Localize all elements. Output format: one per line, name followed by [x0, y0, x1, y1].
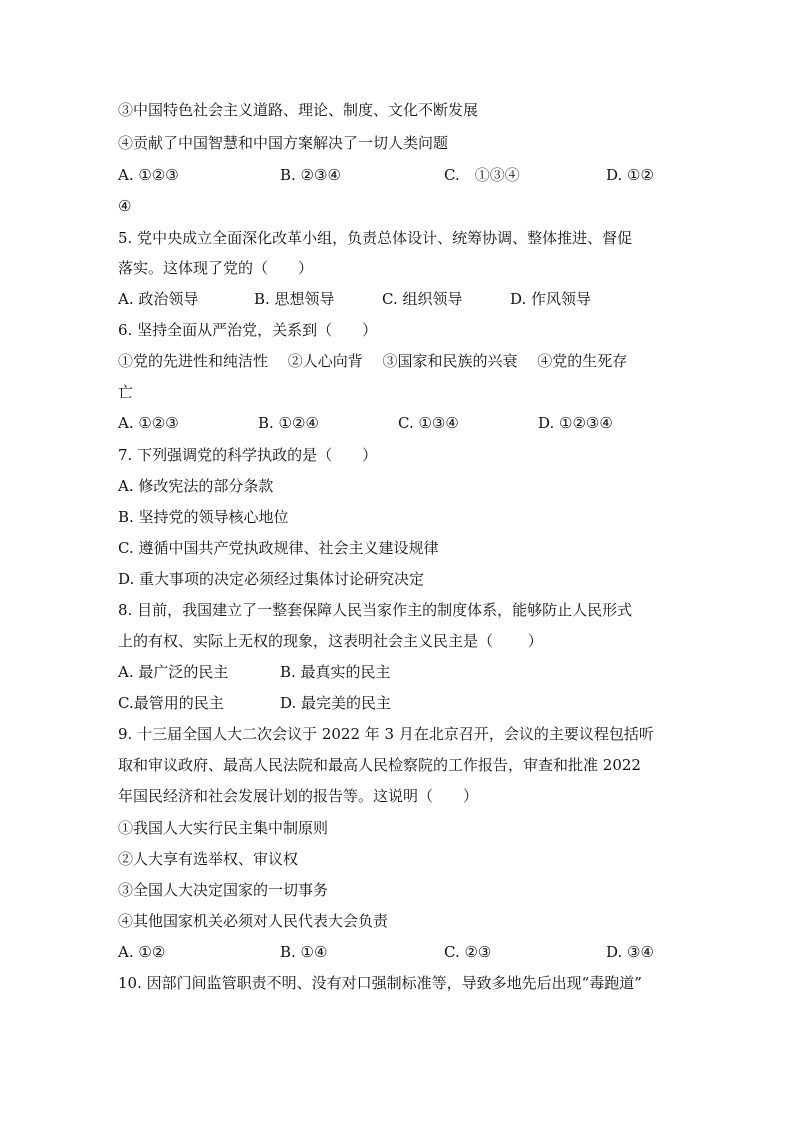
question-9: 9. 十三届全国人大二次会议于 2022 年 3 月在北京召开，会议的主要议程包括听: [118, 725, 654, 743]
option-a: A. ①②③: [118, 166, 179, 184]
option-a: A. ①②③: [118, 414, 179, 432]
question-6: 6. 坚持全面从严治党，关系到（ ）: [118, 321, 378, 339]
statement-2: ②人大享有选举权、审议权: [118, 850, 299, 868]
text-line: ①党的先进性和纯洁性 ②人心向背 ③国家和民族的兴衰 ④党的生死存: [118, 352, 628, 370]
option-d: D. 最完美的民主: [280, 694, 392, 712]
statement-1: ①我国人大实行民主集中制原则: [118, 819, 329, 837]
text-line: 上的有权、实际上无权的现象，这表明社会主义民主是（ ）: [118, 632, 543, 650]
option-c: C. 遵循中国共产党执政规律、社会主义建设规律: [118, 539, 439, 557]
question-7: 7. 下列强调党的科学执政的是（ ）: [118, 446, 378, 464]
option-b: B. 最真实的民主: [280, 663, 391, 681]
text-line: ③中国特色社会主义道路、理论、制度、文化不断发展: [118, 101, 479, 119]
question-10: 10. 因部门间监管职责不明、没有对口强制标准等，导致多地先后出现“毒跑道”: [118, 974, 642, 992]
option-a: A. 政治领导: [118, 290, 199, 308]
text-line: ④: [118, 197, 132, 215]
option-b: B. 坚持党的领导核心地位: [118, 508, 289, 526]
option-c: C. ②③: [444, 943, 492, 961]
question-8: 8. 目前，我国建立了一整套保障人民当家作主的制度体系，能够防止人民形式: [118, 601, 633, 619]
option-c: C.最管用的民主: [118, 694, 224, 712]
option-d: D. 重大事项的决定必须经过集体讨论研究决定: [118, 570, 425, 588]
text-line: 取和审议政府、最高人民法院和最高人民检察院的工作报告，审查和批准 2022: [118, 756, 641, 774]
option-d: D. ①②③④: [538, 414, 613, 432]
option-b: B. ①②④: [258, 414, 319, 432]
option-c: C. ①③④: [444, 166, 520, 184]
option-d: D. 作风领导: [510, 290, 592, 308]
text-line: 年国民经济和社会发展计划的报告等。这说明（ ）: [118, 787, 479, 805]
option-a: A. 最广泛的民主: [118, 663, 229, 681]
option-a: A. 修改宪法的部分条款: [118, 477, 274, 495]
statement-3: ③全国人大决定国家的一切事务: [118, 881, 329, 899]
text-line: 亡: [118, 383, 134, 401]
option-b: B. ①④: [280, 943, 328, 961]
option-c: C. ①③④: [398, 414, 459, 432]
statement-4: ④其他国家机关必须对人民代表大会负责: [118, 912, 389, 930]
option-d: D. ③④: [606, 943, 654, 961]
text-line: 落实。这体现了党的（ ）: [118, 259, 314, 277]
option-c: C. 组织领导: [382, 290, 463, 308]
option-a: A. ①②: [118, 943, 166, 961]
text-line: ④贡献了中国智慧和中国方案解决了一切人类问题: [118, 134, 449, 152]
question-5: 5. 党中央成立全面深化改革小组，负责总体设计、统筹协调、整体推进、督促: [118, 229, 633, 247]
option-d: D. ①②: [606, 166, 654, 184]
option-b: B. ②③④: [280, 166, 341, 184]
option-b: B. 思想领导: [254, 290, 335, 308]
